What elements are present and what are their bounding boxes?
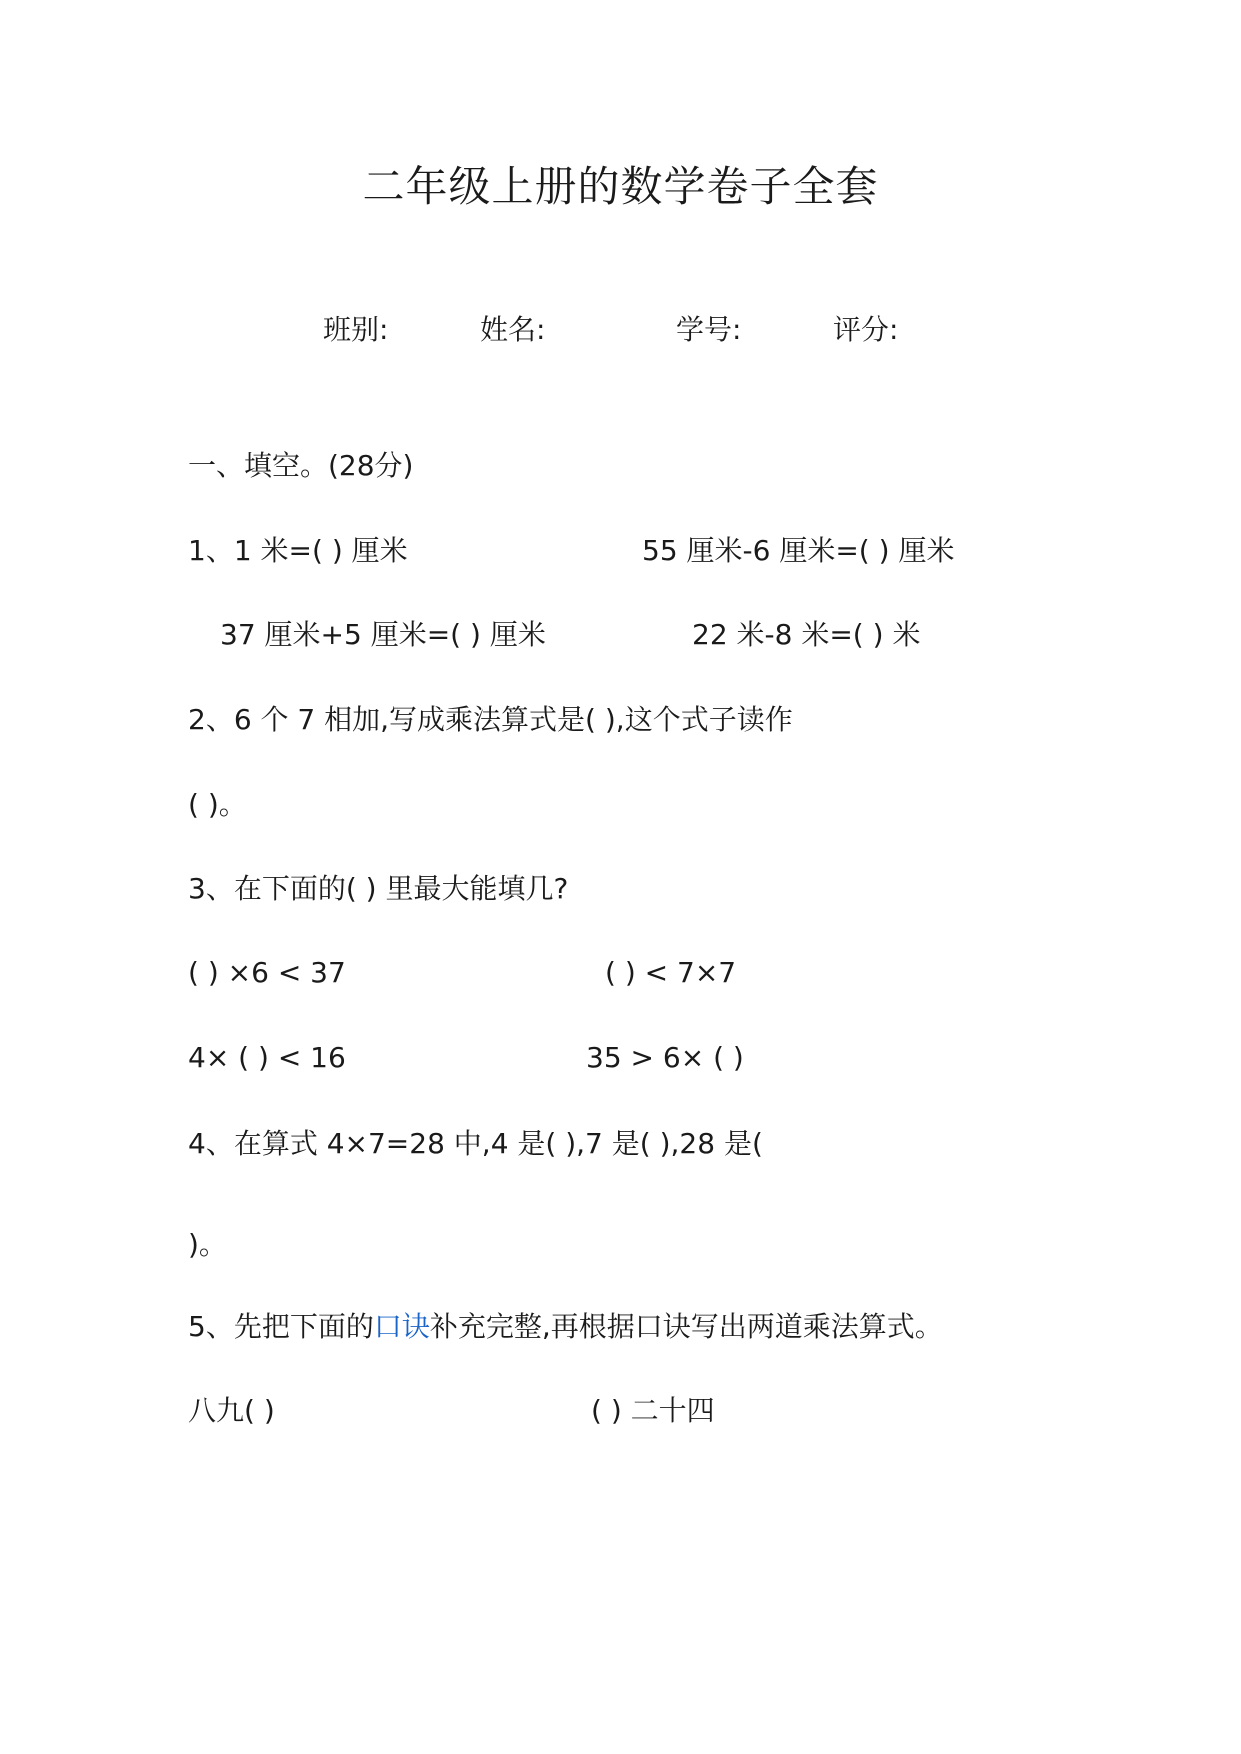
score-label: 评分: — [833, 313, 899, 346]
name-label: 姓名: — [480, 313, 546, 346]
question-1b: 55 厘米-6 厘米=( ) 厘米 — [642, 534, 955, 567]
class-label: 班别: — [323, 313, 389, 346]
question-1d: 22 米-8 米=( ) 米 — [692, 618, 921, 651]
question-4-line-2: )。 — [188, 1228, 227, 1261]
student-number-label: 学号: — [676, 313, 742, 346]
question-5-suffix: 补充完整,再根据口诀写出两道乘法算式。 — [429, 1310, 943, 1343]
question-3c: 4× ( ) < 16 — [188, 1041, 346, 1074]
question-3b: ( ) < 7×7 — [605, 956, 737, 989]
question-3d: 35 > 6× ( ) — [586, 1041, 744, 1074]
question-5a: 八九( ) — [188, 1394, 275, 1427]
question-1a: 1、1 米=( ) 厘米 — [188, 534, 408, 567]
question-5-prefix: 5、先把下面的 — [188, 1310, 374, 1343]
question-1c: 37 厘米+5 厘米=( ) 厘米 — [220, 618, 546, 651]
question-5-prompt — [188, 1309, 943, 1345]
question-4-line-1: 4、在算式 4×7=28 中,4 是( ),7 是( ),28 是( — [188, 1127, 763, 1160]
question-2-line-2: ( )。 — [188, 788, 247, 821]
question-2-line-1: 2、6 个 7 相加,写成乘法算式是( ),这个式子读作 — [188, 703, 793, 736]
question-3-prompt: 3、在下面的( ) 里最大能填几? — [188, 872, 569, 905]
koujue-link[interactable]: 口诀 — [373, 1310, 430, 1343]
page-title: 二年级上册的数学卷子全套 — [362, 162, 879, 211]
section-1-heading: 一、填空。(28分) — [188, 449, 414, 482]
question-5b: ( ) 二十四 — [591, 1394, 715, 1427]
question-3a: ( ) ×6 < 37 — [188, 956, 346, 989]
